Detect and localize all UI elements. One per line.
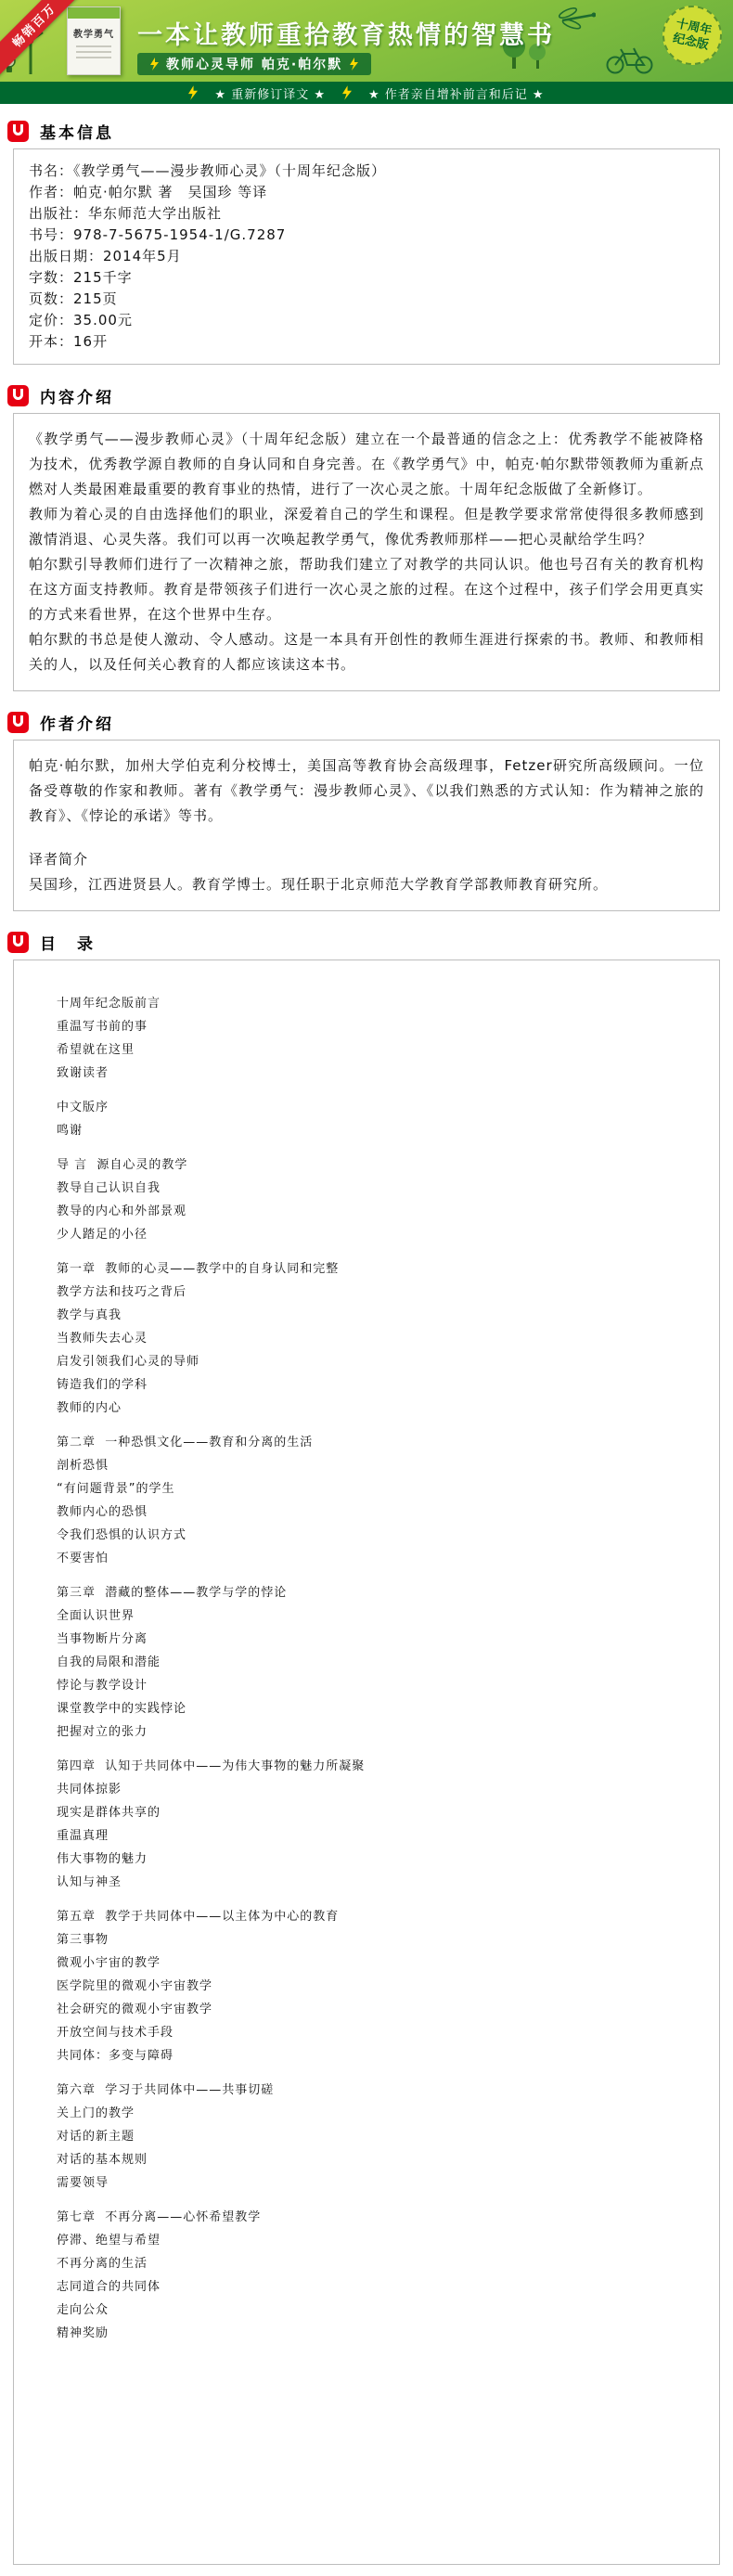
toc-line: 走向公众 <box>57 2303 109 2317</box>
toc-line: 启发引领我们心灵的导师 <box>57 1355 200 1369</box>
toc-line: 第六章 学习于共同体中——共事切磋 <box>57 2083 275 2097</box>
info-field: 页数：215页 <box>29 290 118 307</box>
toc-line: 把握对立的张力 <box>57 1725 148 1739</box>
strip-note-left: ★ 重新修订译文 ★ <box>214 87 326 102</box>
toc-line: 中文版序 <box>57 1101 109 1114</box>
toc-line: 重温写书前的事 <box>57 1020 148 1034</box>
toc-line: 医学院里的微观小宇宙教学 <box>57 1979 213 1993</box>
publisher-logo-icon <box>7 712 29 733</box>
toc-line: 第五章 教学于共同体中——以主体为中心的教育 <box>57 1910 340 1924</box>
toc-line: 当事物断片分离 <box>57 1632 148 1646</box>
info-field: 开本：16开 <box>29 333 109 350</box>
toc-line: 停滞、绝望与希望 <box>57 2234 161 2248</box>
promo-banner <box>0 0 733 82</box>
lightning-icon <box>342 85 352 100</box>
toc-line: 需要领导 <box>57 2176 109 2190</box>
toc-line <box>57 1744 701 1755</box>
toc-line: 当教师失去心灵 <box>57 1332 148 1346</box>
banner-subtitle-label: 教师心灵导师 帕克·帕尔默 <box>166 58 343 72</box>
info-field: 书名：《教学勇气——漫步教师心灵》（十周年纪念版） <box>29 162 387 179</box>
toc-line: 鸣谢 <box>57 1124 84 1138</box>
toc-line: 希望就在这里 <box>57 1043 135 1057</box>
cover-text-lines <box>68 40 120 58</box>
anniversary-badge-label: 十周年纪念版 <box>671 17 714 53</box>
section-header-toc <box>0 930 733 954</box>
section-title-basic-info: 基本信息 <box>40 123 114 143</box>
publisher-logo-icon <box>7 385 29 406</box>
toc-line: 对话的基本规则 <box>57 2153 148 2167</box>
toc-line: 第四章 认知于共同体中——为伟大事物的魅力所凝聚 <box>57 1759 366 1773</box>
content-intro-box <box>13 413 720 691</box>
basic-info-box <box>13 148 720 365</box>
toc-line: 教导自己认识自我 <box>57 1181 161 1195</box>
section-content-intro <box>0 383 733 691</box>
section-header-basic-info <box>0 119 733 143</box>
content-paragraph: 教师为着心灵的自由选择他们的职业，深爱着自己的学生和课程。但是教学要求常常使得很多教师感到激情消退、心灵失落。我们可以再一次唤起教学勇气，像优秀教师那样——把心灵献给学生吗？ <box>29 506 704 547</box>
section-title-toc: 目 录 <box>40 934 96 954</box>
info-field: 定价：35.00元 <box>29 312 133 328</box>
toc-line: 第七章 不再分离——心怀希望教学 <box>57 2210 262 2224</box>
author-paragraph: 译者简介 <box>29 851 89 868</box>
toc-line: 共同体：多变与障碍 <box>57 2049 174 2063</box>
toc-line <box>57 2195 701 2206</box>
author-paragraph <box>29 829 704 847</box>
toc-line <box>57 1085 701 1096</box>
toc-line: 十周年纪念版前言 <box>57 997 161 1011</box>
toc-line: 不再分离的生活 <box>57 2257 148 2271</box>
section-author-intro <box>0 710 733 911</box>
toc-line: 教师内心的恐惧 <box>57 1505 148 1519</box>
bicycle-icon <box>605 45 655 74</box>
toc-line <box>57 1246 701 1257</box>
toc-line: 令我们恐惧的认识方式 <box>57 1528 187 1542</box>
banner-headline: 一本让教师重拾教育热情的智慧书 <box>137 21 555 50</box>
section-basic-info <box>0 119 733 365</box>
info-field: 出版日期：2014年5月 <box>29 248 182 264</box>
section-title-author-intro: 作者介绍 <box>40 715 114 734</box>
toc-line <box>57 1142 701 1153</box>
book-cover-thumbnail <box>67 6 121 75</box>
toc-line: 少人踏足的小径 <box>57 1228 148 1242</box>
toc-line: 导 言 源自心灵的教学 <box>57 1158 188 1172</box>
toc-line: 课堂教学中的实践悖论 <box>57 1702 187 1716</box>
publisher-logo-icon <box>7 121 29 142</box>
lightning-icon <box>150 58 159 71</box>
toc-line: 剖析恐惧 <box>57 1459 109 1473</box>
toc-line <box>57 2067 701 2079</box>
toc-line: 铸造我们的学科 <box>57 1378 148 1392</box>
info-field: 作者：帕克·帕尔默 著 吴国珍 等译 <box>29 184 268 200</box>
toc-line: 教学方法和技巧之背后 <box>57 1285 187 1299</box>
info-field: 出版社：华东师范大学出版社 <box>29 205 223 222</box>
cover-band <box>68 7 120 19</box>
author-paragraph: 吴国珍，江西进贤县人。教育学博士。现任职于北京师范大学教育学部教师教育研究所。 <box>29 876 609 893</box>
content-paragraph: 帕尔默引导教师们进行了一次精神之旅，帮助我们建立了对教学的共同认识。他也号召有关的教育机构在这方面支持教师。教育是带领孩子们进行一次心灵之旅的过程。在这个过程中，孩子们学会用更真实的方式来看世界，在这个世界中生存。 <box>29 556 704 623</box>
strip-note-right: ★ 作者亲自增补前言和后记 ★ <box>368 87 545 102</box>
info-field: 字数：215千字 <box>29 269 133 286</box>
toc-line: 第三章 潜藏的整体——教学与学的悖论 <box>57 1586 288 1600</box>
info-field: 书号：978-7-5675-1954-1/G.7287 <box>29 226 287 243</box>
toc-line: 精神奖励 <box>57 2326 109 2340</box>
toc-line: 伟大事物的魅力 <box>57 1852 148 1866</box>
toc-line: 重温真理 <box>57 1829 109 1843</box>
banner-strip <box>0 82 733 104</box>
toc-line: 对话的新主题 <box>57 2130 135 2144</box>
publisher-logo-icon <box>7 932 29 953</box>
section-header-author-intro <box>0 710 733 734</box>
section-toc <box>0 930 733 2565</box>
toc-line: 关上门的教学 <box>57 2106 135 2120</box>
toc-line: 致谢读者 <box>57 1066 109 1080</box>
toc-line <box>57 1570 701 1581</box>
toc-line: 认知与神圣 <box>57 1875 122 1889</box>
toc-line: 第一章 教师的心灵——教学中的自身认同和完整 <box>57 1262 340 1276</box>
content-paragraph: 帕尔默的书总是使人激动、令人感动。这是一本具有开创性的教师生涯进行探索的书。教师、和教师相关的人，以及任何关心教育的人都应该读这本书。 <box>29 631 704 673</box>
section-header-content-intro <box>0 383 733 407</box>
toc-box <box>13 960 720 2565</box>
toc-line: 自我的局限和潜能 <box>57 1655 161 1669</box>
toc-line: 现实是群体共享的 <box>57 1806 161 1820</box>
toc-line: 志同道合的共同体 <box>57 2280 161 2294</box>
toc-line <box>57 1420 701 1431</box>
toc-line: 教导的内心和外部景观 <box>57 1204 187 1218</box>
toc-line: 微观小宇宙的教学 <box>57 1956 161 1970</box>
toc-line: 教学与真我 <box>57 1308 122 1322</box>
section-title-content-intro: 内容介绍 <box>40 388 114 407</box>
toc-line: 全面认识世界 <box>57 1609 135 1623</box>
toc-line <box>57 1894 701 1905</box>
toc-line: 教师的内心 <box>57 1401 122 1415</box>
toc-line: 共同体掠影 <box>57 1783 122 1797</box>
toc-line: 第二章 一种恐惧文化——教育和分离的生活 <box>57 1436 314 1449</box>
toc-line: 第三事物 <box>57 1933 109 1947</box>
anniversary-badge <box>657 0 727 71</box>
banner-subtitle <box>137 53 371 75</box>
cover-title: 教学勇气 <box>73 30 114 40</box>
content-paragraph: 《教学勇气——漫步教师心灵》（十周年纪念版）建立在一个最普通的信念之上：优秀教学不能被降格为技术，优秀教学源自教师的自身认同和自身完善。在《教学勇气》中，帕克·帕尔默带领教师为重新点燃对人类最困难最重要的教育事业的热情，进行了一次心灵之旅。十周年纪念版做了全新修订。 <box>29 431 704 497</box>
author-intro-box <box>13 740 720 911</box>
ribbon-label: 畅销百万 <box>9 1 59 51</box>
toc-line: 开放空间与技术手段 <box>57 2026 174 2040</box>
toc-line: 悖论与教学设计 <box>57 1679 148 1693</box>
toc-line: 社会研究的微观小宇宙教学 <box>57 2003 213 2016</box>
dragonfly-icon <box>553 6 596 30</box>
toc-line: “有问题背景”的学生 <box>57 1482 175 1496</box>
lightning-icon <box>188 85 198 100</box>
author-paragraph: 帕克·帕尔默，加州大学伯克利分校博士，美国高等教育协会高级理事，Fetzer研究所高级顾问。一位备受尊敬的作家和教师。著有《教学勇气：漫步教师心灵》、《以我们熟悉的方式认知：作为精神之旅的教育》、《悖论的承诺》等书。 <box>29 757 704 824</box>
toc-line: 不要害怕 <box>57 1552 109 1565</box>
lightning-icon <box>350 58 358 71</box>
